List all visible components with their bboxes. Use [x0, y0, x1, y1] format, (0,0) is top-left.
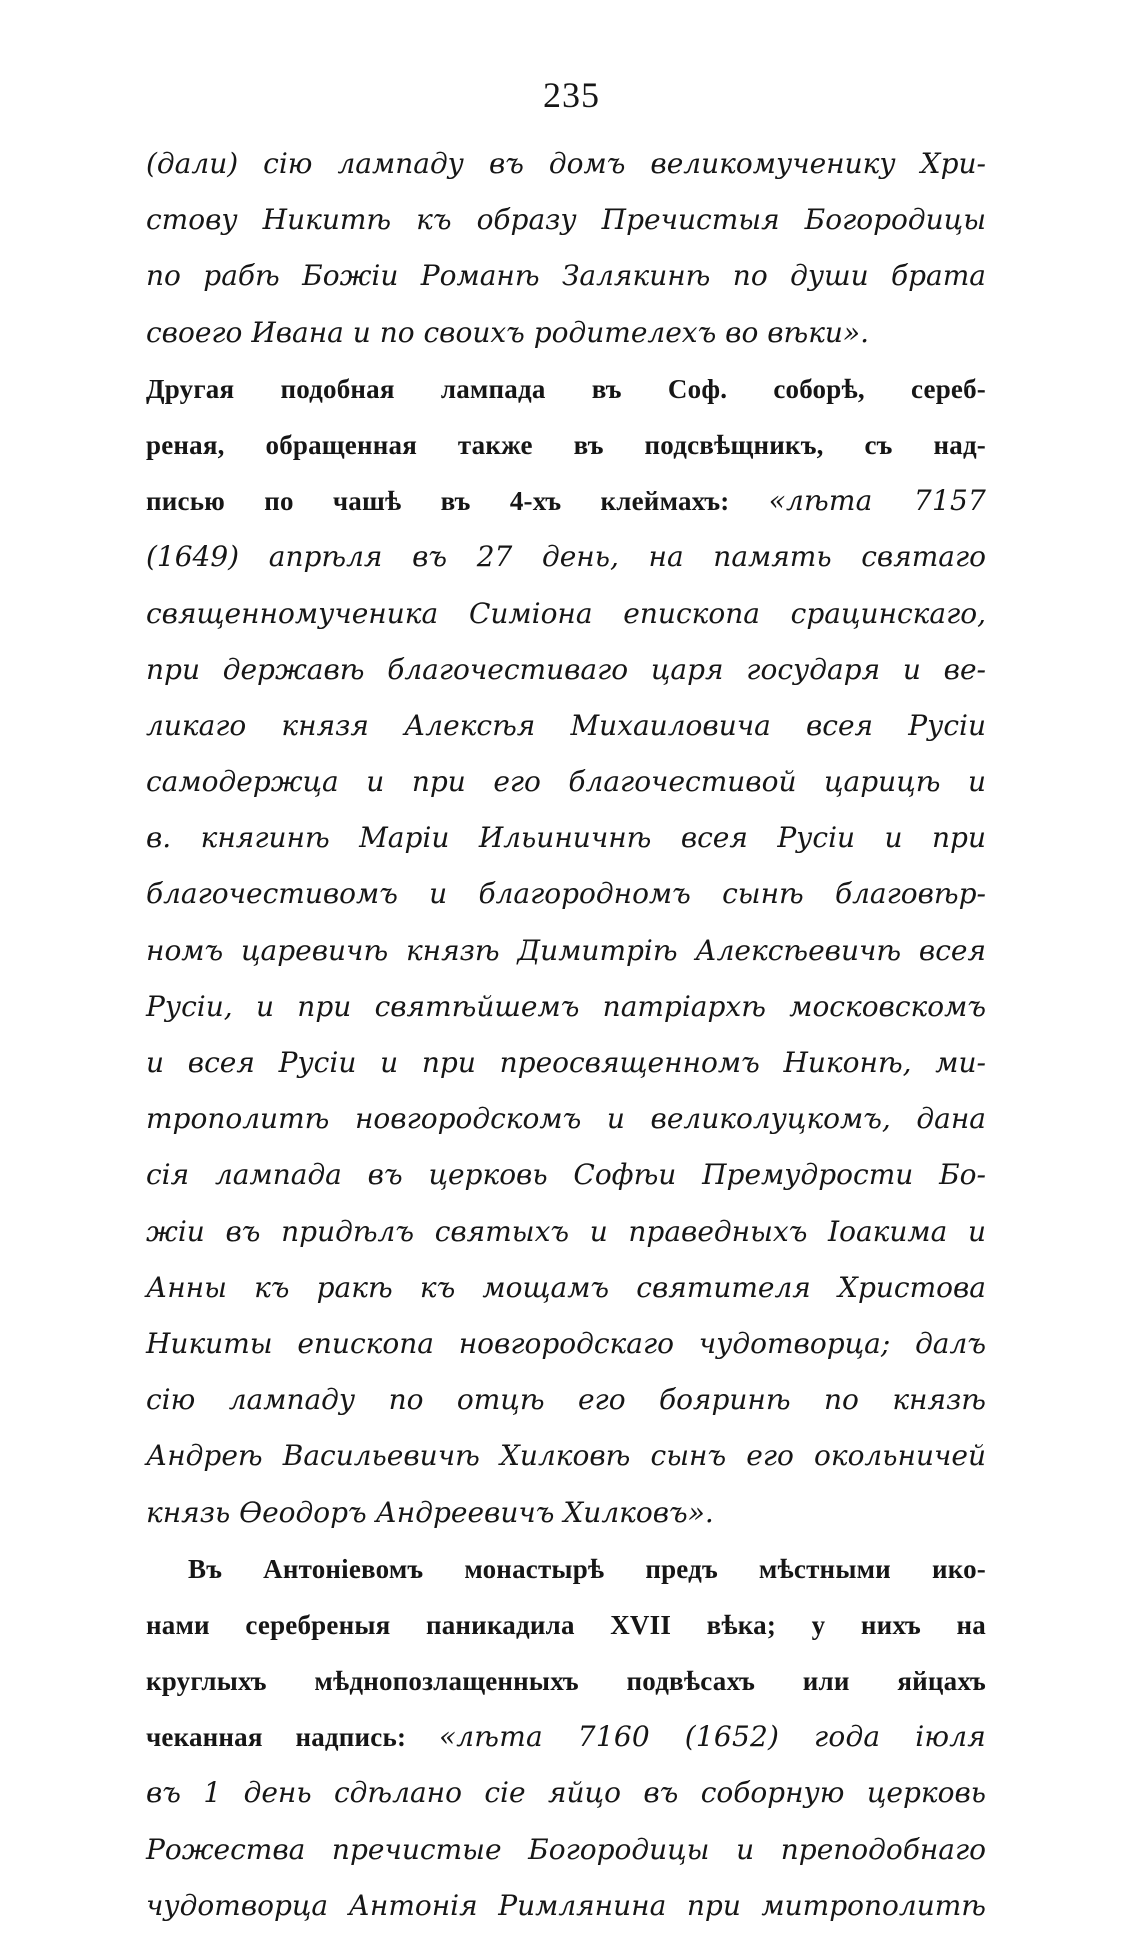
text-line: благочестивомъ и благородномъ сынѣ благовѣр- — [146, 877, 986, 911]
text-line: нами серебреныя паникадила XVII вѣка; у нихъ на — [146, 1609, 986, 1640]
text-line: Анны къ ракѣ къ мощамъ святителя Христова — [146, 1270, 986, 1304]
page-number: 235 — [543, 75, 600, 115]
text-line-italic-part: «лѣта 7157 — [768, 484, 986, 518]
text-line: стову Никитѣ къ образу Пречистыя Богородицы — [146, 203, 986, 237]
text-line: трополитѣ новгородскомъ и великолуцкомъ, дана — [146, 1102, 986, 1136]
text-line: въ 1 день сдѣлано сіе яйцо въ соборную церковь — [146, 1776, 986, 1810]
text-line — [146, 473, 986, 529]
text-line: при державѣ благочестиваго царя государя и ве- — [146, 652, 986, 686]
text-line: Рожества пречистые Богородицы и преподобнаго — [146, 1832, 986, 1866]
text-line: реная, обращенная также въ подсвѣщникъ, съ над- — [146, 429, 986, 460]
text-line: своего Ивана и по своихъ родителехъ во вѣки». — [146, 315, 869, 349]
text-line: сія лампада въ церковь Софѣи Премудрости Бо- — [146, 1158, 986, 1192]
text-line: князь Ѳеодоръ Андреевичъ Хилковъ». — [146, 1495, 714, 1529]
text-line: Русіи, и при святѣйшемъ патріархѣ московскомъ — [146, 989, 986, 1023]
text-line: и всея Русіи и при преосвященномъ Никонѣ, ми- — [146, 1046, 986, 1079]
text-line — [146, 1709, 986, 1765]
page-text — [146, 136, 986, 1934]
text-line: Андреѣ Васильевичѣ Хилковѣ сынъ его окольничей — [146, 1439, 986, 1473]
text-line-upright-part: писью по чашѣ въ 4-хъ клеймахъ: — [146, 486, 769, 517]
text-line: круглыхъ мѣднопозлащенныхъ подвѣсахъ или яйцахъ — [146, 1666, 986, 1697]
text-line: по рабѣ Божіи Романѣ Залякинѣ по души брата — [146, 259, 986, 293]
text-line: (1649) апрѣля въ 27 день, на память святаго — [146, 540, 986, 574]
text-line: номъ царевичѣ князѣ Димитріѣ Алексѣевичѣ всея — [146, 933, 986, 967]
text-line: сію лампаду по отцѣ его бояринѣ по князѣ — [146, 1383, 986, 1417]
text-line: Никиты епископа новгородскаго чудотворца; далъ — [146, 1326, 986, 1360]
text-line: священномученика Симіона епископа срацинскаго, — [146, 596, 986, 630]
text-line: самодержца и при его благочестивой царицѣ и — [146, 765, 986, 799]
text-line: в. княгинѣ Маріи Ильиничнѣ всея Русіи и при — [146, 821, 986, 855]
text-line-upright-part: чеканная надпись: — [146, 1722, 439, 1753]
text-line: Другая подобная лампада въ Соф. соборѣ, сереб- — [146, 373, 986, 404]
text-line: чудотворца Антонія Римлянина при митрополитѣ — [146, 1888, 986, 1922]
text-line: жіи въ придѣлъ святыхъ и праведныхъ Іоакима и — [146, 1214, 986, 1248]
text-line: ликаго князя Алексѣя Михаиловича всея Русіи — [146, 708, 986, 742]
text-line: (дали) сію лампаду въ домъ великомученику Хри- — [146, 147, 986, 180]
text-line: Въ Антоніевомъ монастырѣ предъ мѣстными ико- — [188, 1553, 986, 1584]
text-line-italic-part: «лѣта 7160 (1652) года іюля — [438, 1720, 987, 1754]
